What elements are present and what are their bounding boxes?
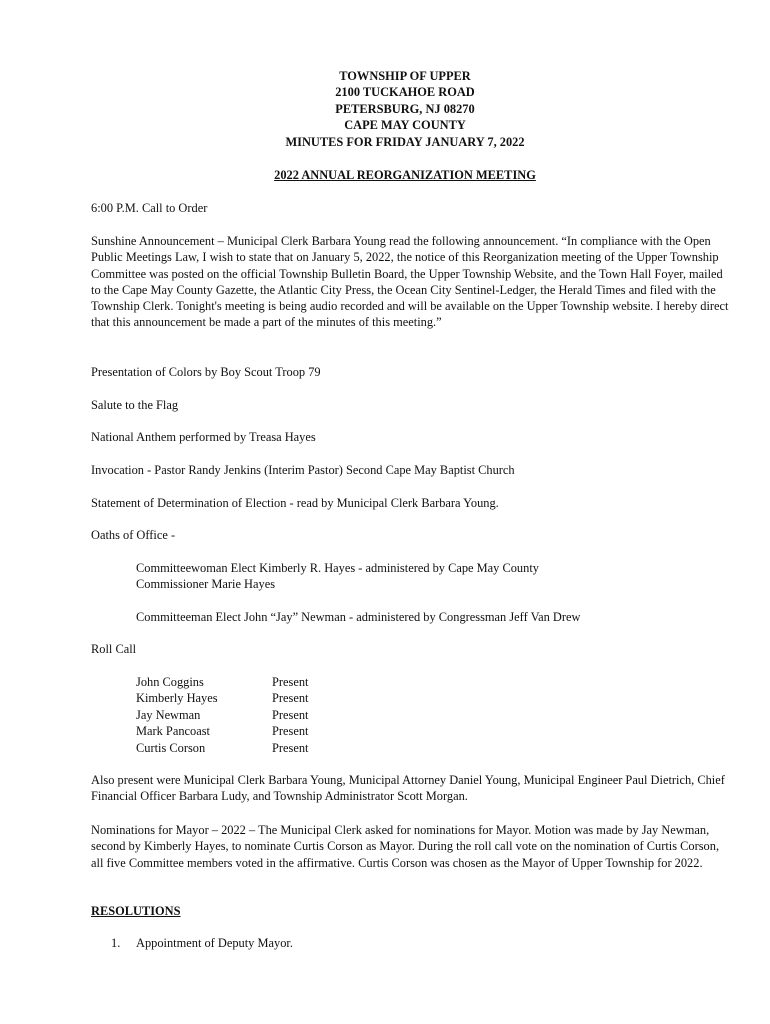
roll-call-heading: Roll Call — [91, 642, 137, 656]
invocation: Invocation - Pastor Randy Jenkins (Interim Pastor) Second Cape May Baptist Church — [91, 463, 515, 477]
sunshine-announcement: Sunshine Announcement – Municipal Clerk Barbara Young read the following announcement. “In compliance with the Open Public Meetings Law, I wish to state that on January 5, 2022, the notice of this Reorganization meeting of the Upper Township Committee was posted on the official Township Bulletin Board, the Upper Township Website, and the Town Hall Foyer, mailed to the Cape May County Gazette, the Atlantic City Press, the Ocean City Sentinel-Ledger, the Herald Times and filed with the Township Clerk. Tonight's meeting is being audio recorded and will be available on the Upper Township website. I hereby direct that this announcement be made a part of the minutes of this meeting.” — [91, 234, 729, 330]
member-status: Present — [272, 691, 309, 706]
meeting-title: 2022 ANNUAL REORGANIZATION MEETING — [274, 168, 536, 182]
member-status: Present — [272, 707, 309, 722]
member-status: Present — [272, 724, 309, 739]
roll-call-row — [136, 674, 308, 690]
roll-call-row — [136, 740, 308, 756]
member-status: Present — [272, 740, 309, 755]
header-township: TOWNSHIP OF UPPER — [339, 69, 471, 83]
document-header — [0, 68, 770, 150]
oath-item: Committeewoman Elect Kimberly R. Hayes - administered by Cape May County Commissioner Marie Hayes — [136, 561, 539, 592]
resolution-text: Appointment of Deputy Mayor. — [136, 936, 293, 950]
nominations-paragraph: Nominations for Mayor – 2022 – The Municipal Clerk asked for nominations for Mayor. Motion was made by Jay Newman, second by Kimberly Hayes, to nominate Curtis Corson as Mayor. During the roll call vote on the nomination of Curtis Corson, all five Committee members voted in the affirmative. Curtis Corson was chosen as the Mayor of Upper Township for 2022. — [91, 823, 720, 870]
also-present-paragraph: Also present were Municipal Clerk Barbara Young, Municipal Attorney Daniel Young, Municipal Engineer Paul Dietrich, Chief Financial Officer Barbara Ludy, and Township Administrator Scott Morgan. — [91, 773, 725, 804]
header-county: CAPE MAY COUNTY — [344, 118, 466, 133]
resolution-number: 1. — [111, 936, 121, 950]
header-minutes-date: MINUTES FOR FRIDAY JANUARY 7, 2022 — [285, 134, 525, 149]
roll-call-row — [136, 723, 308, 739]
national-anthem: National Anthem performed by Treasa Hayes — [91, 430, 316, 444]
roll-call-row — [136, 707, 308, 723]
member-name: Curtis Corson — [136, 740, 206, 755]
header-city: PETERSBURG, NJ 08270 — [335, 101, 475, 116]
header-address: 2100 TUCKAHOE ROAD — [335, 85, 475, 100]
member-name: Jay Newman — [136, 707, 201, 722]
statement-of-election: Statement of Determination of Election - read by Municipal Clerk Barbara Young. — [91, 496, 499, 510]
roll-call-row — [136, 690, 308, 706]
member-name: Kimberly Hayes — [136, 691, 218, 706]
presentation-of-colors: Presentation of Colors by Boy Scout Troop 79 — [91, 365, 321, 379]
member-status: Present — [272, 675, 309, 689]
oath-item: Committeeman Elect John “Jay” Newman - administered by Congressman Jeff Van Drew — [136, 610, 581, 624]
oaths-heading: Oaths of Office - — [91, 528, 176, 542]
member-name: John Coggins — [136, 675, 204, 689]
member-name: Mark Pancoast — [136, 724, 210, 739]
resolutions-heading: RESOLUTIONS — [91, 904, 181, 918]
resolution-item — [111, 935, 293, 951]
call-to-order: 6:00 P.M. Call to Order — [91, 201, 208, 215]
roll-call-list — [136, 674, 308, 756]
salute-to-flag: Salute to the Flag — [91, 398, 179, 412]
